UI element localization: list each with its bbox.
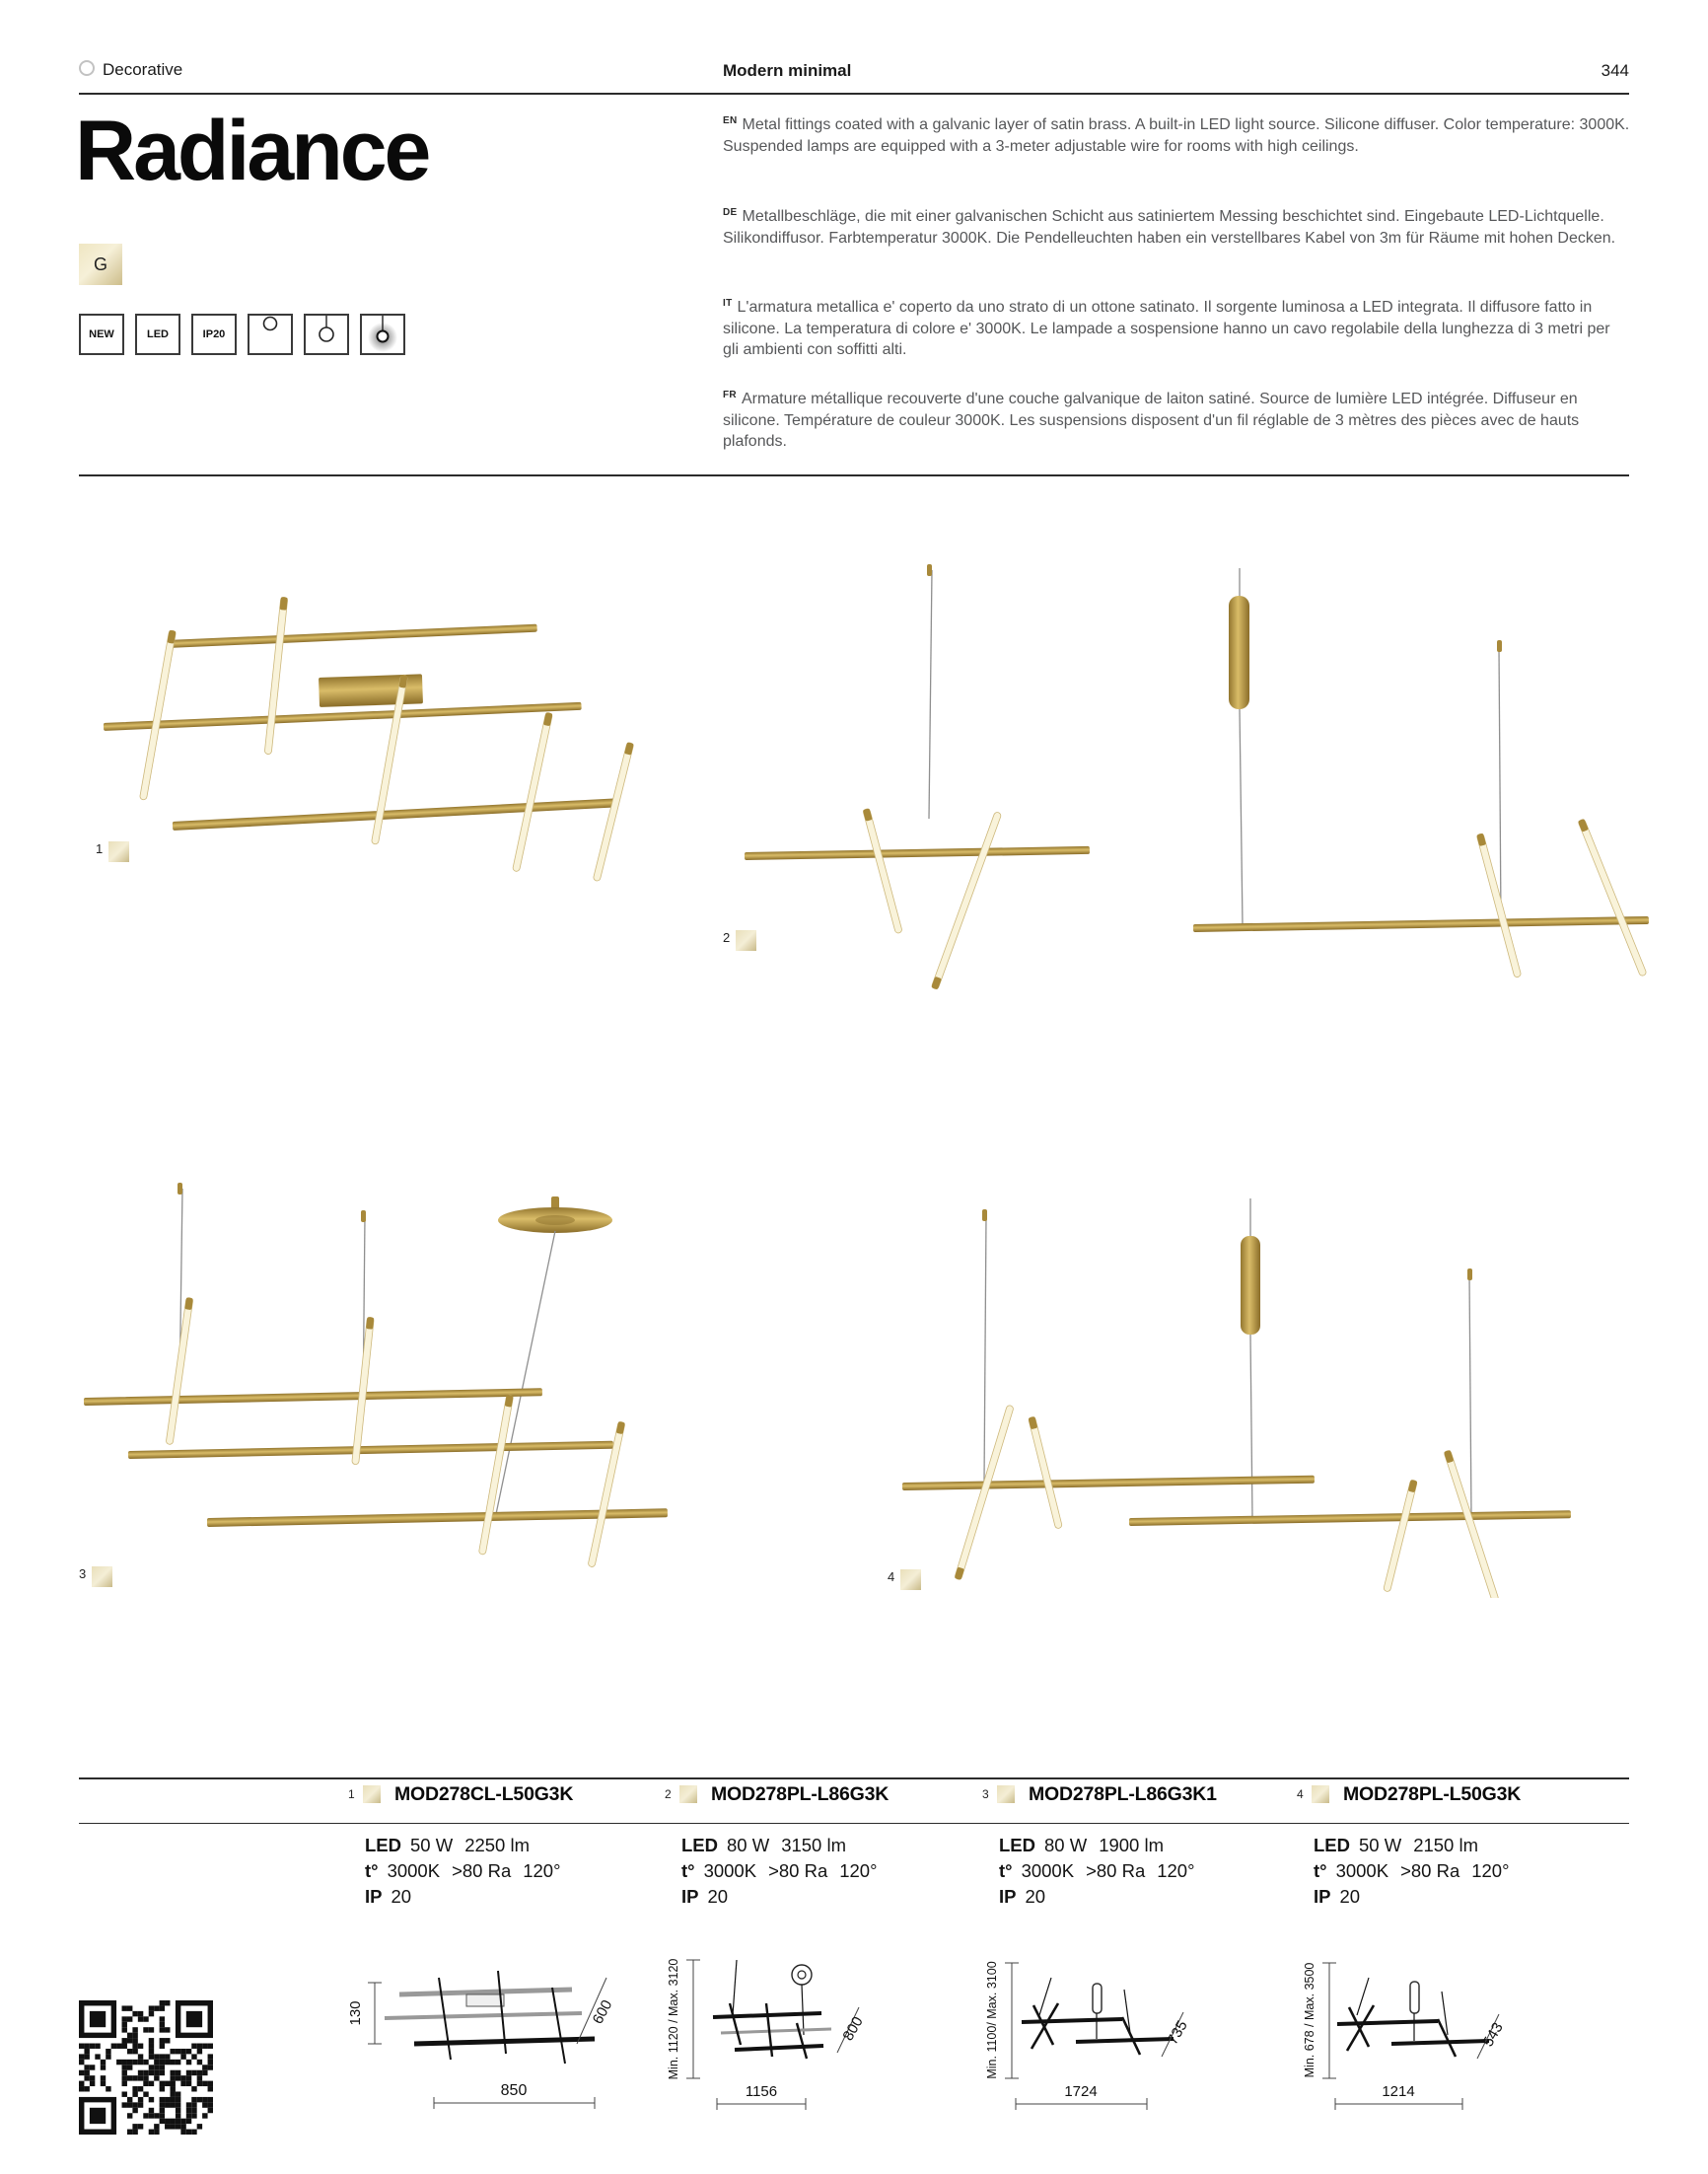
lamp-photo-2-pendant [720,541,1681,1078]
spec-temp-3: t° 3000K >80 Ra 120° [999,1860,1195,1881]
category-marker-icon [79,60,95,76]
product-number-1: 1 [348,1787,355,1801]
description-text-it: L'armatura metallica e' coperto da uno strato di un ottone satinato. Il sorgente luminosa a LED integrata. Il diffusore fatto in silicone. La temperatura di colore e' 3000K. Le lampade a sospensione hanno un cavo regolabile della lunghezza di 3 metri per gli ambienti con soffitti alti. [723,299,1610,358]
dim-height-2: Min. 1120 / Max. 3120 [667,1958,680,2080]
dim-diag-1: 600 [589,1996,616,2027]
description-en [723,110,1630,157]
product-title: Radiance [75,104,429,198]
spec-led-2: LED 80 W 3150 lm [681,1835,847,1855]
spec-ip-1: IP 20 [365,1886,412,1907]
dimension-diagram-2 [656,1919,961,2131]
spec-led-1: LED 50 W 2250 lm [365,1835,531,1855]
dimension-diagram-4 [1292,1919,1598,2131]
ip20-badge: IP20 [191,314,237,355]
lamp-photo-1-ceiling [94,567,646,893]
figure-swatch-1 [108,841,129,862]
collection-title: Modern minimal [723,61,852,80]
description-de [723,202,1630,249]
lang-code-en: EN [723,115,738,126]
dim-width-2: 1156 [745,2083,778,2100]
spec-header-rule [79,1823,1629,1824]
product-model-3: MOD278PL-L86G3K1 [1029,1783,1217,1805]
product-swatch-4 [1312,1785,1329,1803]
lamp-photo-4-pendant [888,1179,1578,1598]
figure-marker-4 [888,1569,921,1595]
figure-marker-3 [79,1566,112,1592]
led-badge: LED [135,314,180,355]
lang-code-de: DE [723,207,738,218]
dim-height-4: Min. 678 / Max. 3500 [1303,1962,1317,2078]
description-text-en: Metal fittings coated with a galvanic layer of satin brass. A built-in LED light source. Silicone diffuser. Color temperature: 3000K. Suspended lamps are equipped with a 3-meter adjustable wire for rooms with high ceilings. [723,116,1630,155]
description-it [723,293,1630,361]
pendant-lamp-icon [304,314,349,355]
figure-swatch-2 [736,930,756,951]
semi-flush-mount-icon [248,314,293,355]
spec-temp-2: t° 3000K >80 Ra 120° [681,1860,878,1881]
product-model-2: MOD278PL-L86G3K [711,1783,890,1805]
description-fr [723,385,1630,453]
dim-diag-2: 800 [839,2013,867,2044]
product-model-1: MOD278CL-L50G3K [394,1783,574,1805]
figure-number-1: 1 [96,841,104,856]
spec-top-rule [79,1777,1629,1779]
breadcrumb [79,60,182,80]
page-number: 344 [1601,61,1629,80]
dim-width-1: 850 [500,2082,528,2099]
intro-rule [79,474,1629,476]
pendant-lamp-glow-icon [360,314,405,355]
dim-width-3: 1724 [1064,2083,1098,2100]
figure-number-2: 2 [723,930,731,945]
dim-height-1: 130 [347,2000,364,2026]
category-label: Decorative [103,60,183,79]
qr-code [79,2000,213,2135]
energy-class-badge: G [79,244,122,285]
spec-temp-1: t° 3000K >80 Ra 120° [365,1860,561,1881]
spec-ip-2: IP 20 [681,1886,729,1907]
product-swatch-1 [363,1785,381,1803]
description-text-de: Metallbeschläge, die mit einer galvanischen Schicht aus satiniertem Messing beschichtet sind. Eingebaute LED-Lichtquelle. Silikondiffusor. Farbtemperatur 3000K. Die Pendelleuchten haben ein verstellbares Kabel von 3m für Räume mit hohen Decken. [723,208,1616,247]
figure-swatch-4 [900,1569,921,1590]
figure-marker-1 [96,841,129,867]
spec-ip-4: IP 20 [1314,1886,1361,1907]
figure-marker-2 [723,930,756,956]
product-swatch-2 [679,1785,697,1803]
spec-temp-4: t° 3000K >80 Ra 120° [1314,1860,1510,1881]
dim-height-3: Min. 1100/ Max. 3100 [985,1961,999,2079]
dim-width-4: 1214 [1382,2083,1415,2100]
lang-code-it: IT [723,298,733,309]
lamp-photo-3-pendant [74,1169,690,1628]
badges-row [79,314,493,355]
dim-diag-3: 735 [1164,2017,1191,2048]
product-swatch-3 [997,1785,1015,1803]
product-number-3: 3 [982,1787,989,1801]
spec-led-3: LED 80 W 1900 lm [999,1835,1165,1855]
figure-swatch-3 [92,1566,112,1587]
dimension-diagram-1 [340,1933,636,2131]
spec-ip-3: IP 20 [999,1886,1046,1907]
spec-led-4: LED 50 W 2150 lm [1314,1835,1479,1855]
dimension-diagram-3 [974,1919,1280,2131]
lang-code-fr: FR [723,390,737,400]
product-number-2: 2 [665,1787,672,1801]
header-rule [79,93,1629,95]
figure-number-4: 4 [888,1569,895,1584]
new-badge: NEW [79,314,124,355]
dim-diag-4: 543 [1479,2019,1507,2050]
description-text-fr: Armature métallique recouverte d'une couche galvanique de laiton satiné. Source de lumière LED intégrée. Diffuseur en silicone. Température de couleur 3000K. Les suspensions disposent d'un fil réglable de 3 mètres des pièces avec de hauts plafonds. [723,391,1580,450]
product-model-4: MOD278PL-L50G3K [1343,1783,1522,1805]
figure-number-3: 3 [79,1566,87,1581]
product-number-4: 4 [1297,1787,1304,1801]
